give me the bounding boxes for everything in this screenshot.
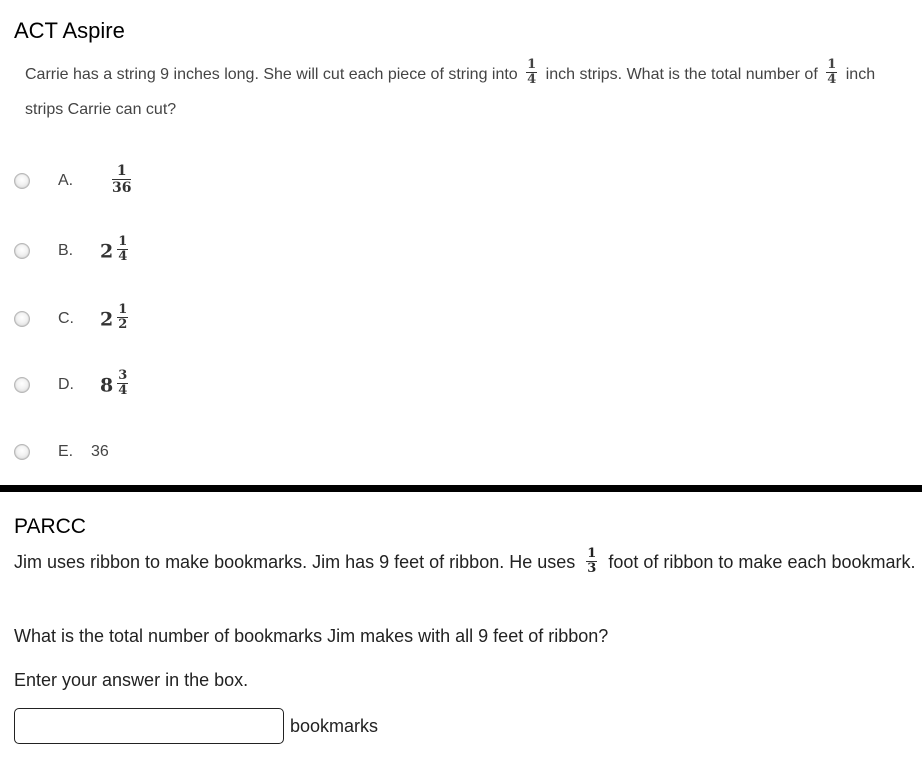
fraction-one-third: $\frac{1}{3}$ (587, 545, 597, 576)
answer-input[interactable] (14, 708, 284, 744)
radio-option-d[interactable] (14, 377, 30, 393)
question-text-part: Jim uses ribbon to make bookmarks. Jim has 9 feet of ribbon. He uses (14, 552, 576, 572)
option-d[interactable] (14, 367, 128, 400)
parcc-section (0, 492, 922, 762)
question-text-part: inch strips Carrie can cut? (25, 66, 876, 118)
option-letter: C. (58, 310, 74, 327)
fraction: $\frac{3}{4}$ (118, 367, 128, 398)
parcc-heading: PARCC (14, 515, 86, 538)
question-text-part: foot of ribbon to make each bookmark. (608, 552, 916, 572)
radio-option-c[interactable] (14, 311, 30, 327)
option-b[interactable] (14, 233, 128, 266)
option-value: 8 $\frac{3}{4}$ (100, 367, 128, 398)
radio-option-a[interactable] (14, 173, 30, 189)
parcc-instruction: Enter your answer in the box. (14, 670, 249, 690)
fraction: $\frac{1}{2}$ (118, 301, 128, 332)
question-text-part: inch strips. What is the total number of (545, 66, 818, 83)
answer-row (14, 708, 378, 744)
parcc-question-text (14, 546, 919, 579)
fraction: $\frac{1}{4}$ (118, 233, 128, 264)
option-a[interactable] (14, 162, 132, 196)
option-value: 2 $\frac{1}{2}$ (100, 301, 128, 332)
answer-unit-label: bookmarks (290, 715, 379, 736)
parcc-prompt: What is the total number of bookmarks Jim makes with all 9 feet of ribbon? (14, 626, 609, 646)
radio-option-e[interactable] (14, 444, 30, 460)
option-c[interactable] (14, 301, 128, 334)
option-value: 36 (91, 443, 109, 460)
option-e[interactable] (14, 437, 109, 467)
option-letter: A. (58, 172, 74, 189)
option-letter: E. (58, 443, 74, 460)
section-divider (0, 485, 922, 492)
fraction-one-fourth: $\frac{1}{4}$ (527, 57, 537, 88)
option-letter: D. (58, 376, 74, 393)
act-aspire-heading: ACT Aspire (14, 18, 125, 43)
question-text-part: Carrie has a string 9 inches long. She will cut each piece of string into (25, 66, 518, 83)
option-letter: B. (58, 242, 74, 259)
fraction-one-fourth: $\frac{1}{4}$ (827, 57, 837, 88)
fraction: $\frac{1}{36}$ (112, 162, 132, 196)
radio-option-b[interactable] (14, 243, 30, 259)
option-value: 2 $\frac{1}{4}$ (100, 233, 128, 264)
option-value (108, 162, 135, 198)
act-question-text (25, 57, 905, 127)
